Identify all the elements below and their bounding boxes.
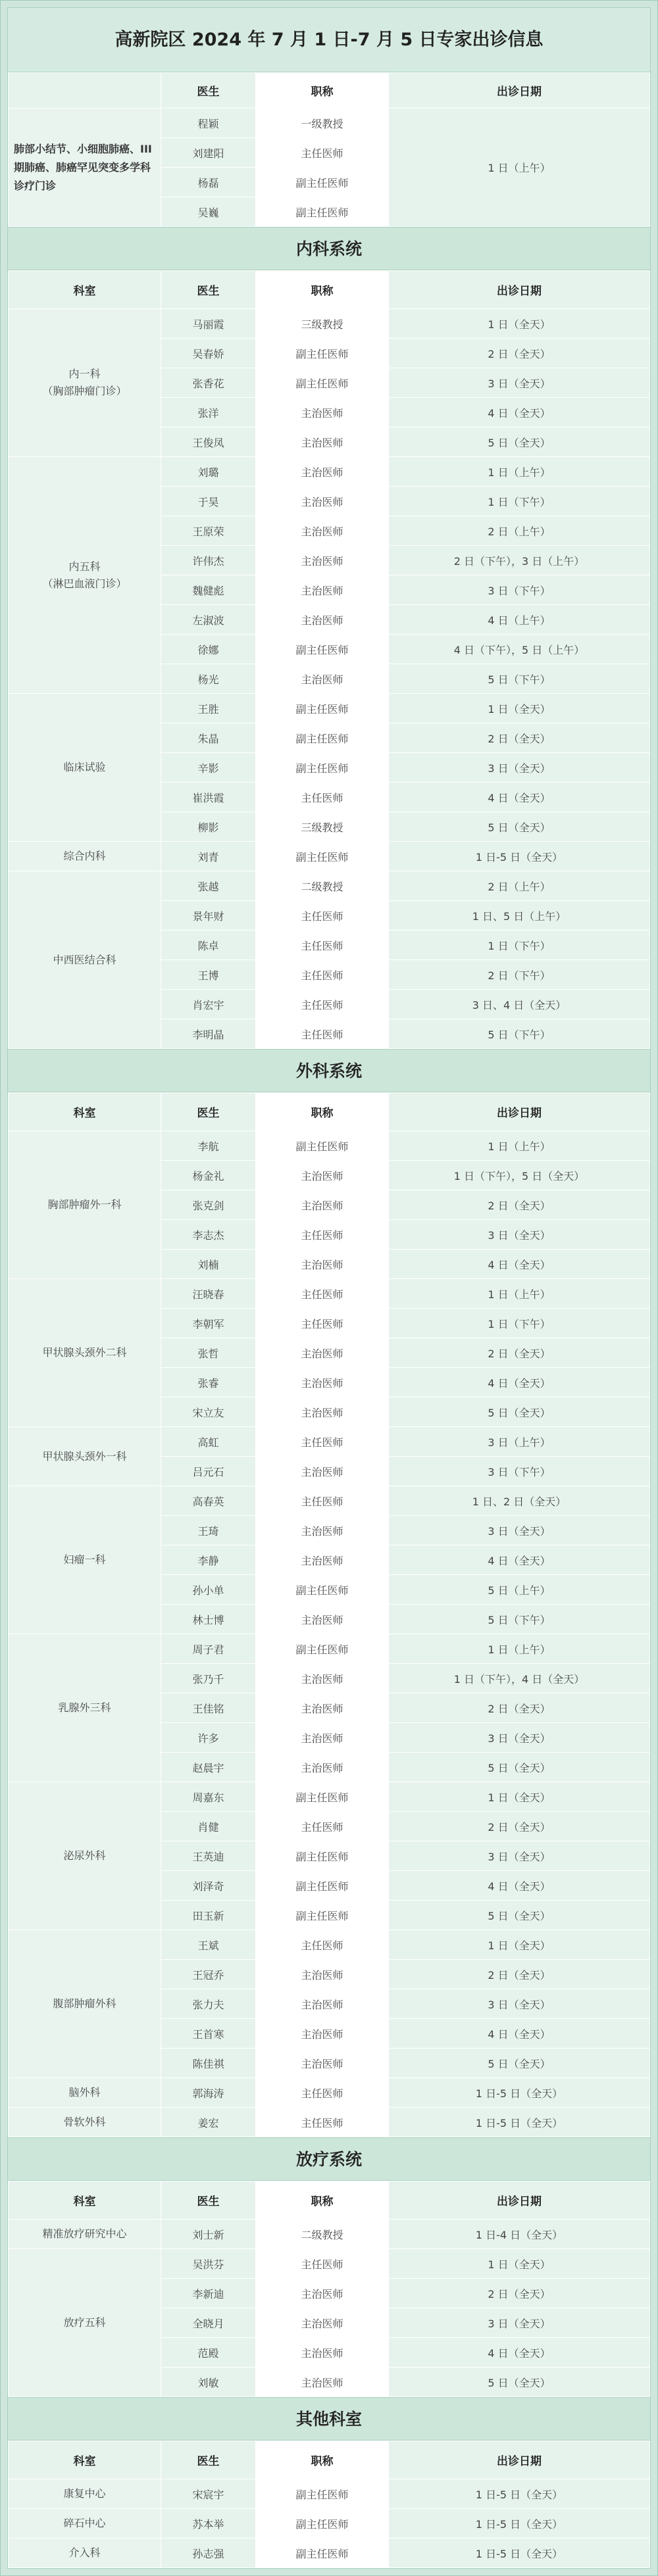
table-row <box>9 1131 650 1161</box>
title-cell: 副主任医师 <box>256 1575 389 1605</box>
title-cell: 副主任医师 <box>256 753 389 783</box>
title-cell: 主治医师 <box>256 1161 389 1190</box>
title-cell: 主治医师 <box>256 1250 389 1279</box>
doctor-cell: 宋宸宇 <box>161 2479 256 2509</box>
date-cell: 1 日、5 日（上午） <box>389 901 650 931</box>
header-doctor: 医生 <box>161 2181 256 2220</box>
table-row <box>9 2479 650 2509</box>
doctor-cell: 姜宏 <box>161 2108 256 2137</box>
section-table <box>8 270 650 1049</box>
date-cell: 2 日（全天） <box>389 1338 650 1368</box>
dept-cell: 甲状腺头颈外二科 <box>9 1279 161 1427</box>
table-row <box>9 2249 650 2279</box>
doctor-cell: 王博 <box>161 960 256 990</box>
date-cell: 2 日（下午），3 日（上午） <box>389 546 650 575</box>
date-cell: 3 日（全天） <box>389 1989 650 2019</box>
header-date: 出诊日期 <box>389 73 650 109</box>
section-title: 放疗系统 <box>8 2137 650 2181</box>
doctor-cell: 李朝军 <box>161 1309 256 1338</box>
header-doctor: 医生 <box>161 73 256 109</box>
section-table <box>8 2441 650 2568</box>
title-cell: 副主任医师 <box>256 339 389 368</box>
table-row <box>9 2539 650 2568</box>
date-cell: 1 日（上午） <box>389 1279 650 1309</box>
doctor-cell: 辛影 <box>161 753 256 783</box>
title-cell: 副主任医师 <box>256 1782 389 1812</box>
doctor-cell: 王原荣 <box>161 516 256 546</box>
doctor-cell: 高虹 <box>161 1427 256 1457</box>
table-row <box>9 2078 650 2108</box>
header-dept: 科室 <box>9 2181 161 2220</box>
title-cell: 主任医师 <box>256 1309 389 1338</box>
doctor-cell: 宋立友 <box>161 1397 256 1427</box>
title-cell: 一级教授 <box>256 109 389 138</box>
title-cell: 主任医师 <box>256 783 389 812</box>
date-cell: 2 日（上午） <box>389 516 650 546</box>
table-row <box>9 1486 650 1516</box>
doctor-cell: 孙小单 <box>161 1575 256 1605</box>
sections-container <box>8 227 650 2568</box>
date-cell: 2 日（上午） <box>389 871 650 901</box>
date-cell: 5 日（全天） <box>389 1901 650 1930</box>
date-cell: 1 日（全天） <box>389 309 650 339</box>
title-cell: 主治医师 <box>256 1989 389 2019</box>
date-cell: 4 日（全天） <box>389 1250 650 1279</box>
title-cell: 主任医师 <box>256 990 389 1019</box>
doctor-cell: 汪晓春 <box>161 1279 256 1309</box>
doctor-cell: 刘泽奇 <box>161 1871 256 1901</box>
table-row <box>9 109 650 138</box>
title-cell: 主治医师 <box>256 546 389 575</box>
table-row <box>9 1427 650 1457</box>
date-cell: 2 日（全天） <box>389 1693 650 1723</box>
dept-cell: 介入科 <box>9 2539 161 2568</box>
doctor-cell: 周嘉东 <box>161 1782 256 1812</box>
date-cell: 3 日（上午） <box>389 1427 650 1457</box>
doctor-cell: 苏本举 <box>161 2509 256 2539</box>
doctor-cell: 刘敏 <box>161 2368 256 2397</box>
section-table <box>8 1092 650 2137</box>
title-cell: 主治医师 <box>256 1753 389 1782</box>
date-cell: 2 日（全天） <box>389 1812 650 1841</box>
title-cell: 主治医师 <box>256 457 389 487</box>
title-cell: 主治医师 <box>256 1368 389 1397</box>
table-header-row <box>9 271 650 309</box>
dept-cell: 妇瘤一科 <box>9 1486 161 1634</box>
doctor-cell: 周子君 <box>161 1634 256 1664</box>
doctor-cell: 王佳铭 <box>161 1693 256 1723</box>
title-cell: 主治医师 <box>256 1457 389 1486</box>
date-cell: 1 日（全天） <box>389 1930 650 1960</box>
title-cell: 主任医师 <box>256 1812 389 1841</box>
table-row <box>9 2108 650 2137</box>
section-title: 外科系统 <box>8 1049 650 1092</box>
doctor-cell: 刘璐 <box>161 457 256 487</box>
title-cell: 主任医师 <box>256 1427 389 1457</box>
doctor-cell: 杨磊 <box>161 168 256 197</box>
date-cell: 1 日（全天） <box>389 1782 650 1812</box>
doctor-cell: 魏健彪 <box>161 575 256 605</box>
doctor-cell: 吴春娇 <box>161 339 256 368</box>
title-cell: 三级教授 <box>256 309 389 339</box>
header-title: 职称 <box>256 2441 389 2479</box>
doctor-cell: 朱晶 <box>161 723 256 753</box>
date-cell: 3 日（全天） <box>389 1516 650 1545</box>
date-cell: 1 日-4 日（全天） <box>389 2220 650 2249</box>
doctor-cell: 王英迪 <box>161 1841 256 1871</box>
title-cell: 主治医师 <box>256 2308 389 2338</box>
title-cell: 主治医师 <box>256 1397 389 1427</box>
doctor-cell: 张哲 <box>161 1338 256 1368</box>
dept-cell: 腹部肿瘤外科 <box>9 1930 161 2078</box>
doctor-cell: 王冠乔 <box>161 1960 256 1989</box>
title-cell: 主治医师 <box>256 398 389 427</box>
date-cell: 2 日（全天） <box>389 2279 650 2308</box>
dept-cell: 放疗五科 <box>9 2249 161 2397</box>
page-title: 高新院区 2024 年 7 月 1 日-7 月 5 日专家出诊信息 <box>8 8 650 72</box>
table-row <box>9 2220 650 2249</box>
doctor-cell: 王首寒 <box>161 2019 256 2049</box>
doctor-cell: 张乃千 <box>161 1664 256 1693</box>
date-cell: 1 日-5 日（全天） <box>389 842 650 871</box>
title-cell: 副主任医师 <box>256 1871 389 1901</box>
table-row <box>9 309 650 339</box>
header-dept: 科室 <box>9 271 161 309</box>
dept-cell: 临床试验 <box>9 694 161 842</box>
date-cell: 5 日（上午） <box>389 1575 650 1605</box>
doctor-cell: 杨光 <box>161 664 256 694</box>
dept-cell: 甲状腺头颈外一科 <box>9 1427 161 1486</box>
doctor-cell: 张克剑 <box>161 1190 256 1220</box>
doctor-cell: 郭海涛 <box>161 2078 256 2108</box>
date-cell: 1 日（下午） <box>389 487 650 516</box>
doctor-cell: 李志杰 <box>161 1220 256 1250</box>
date-cell: 1 日（上午） <box>389 1634 650 1664</box>
title-cell: 二级教授 <box>256 2220 389 2249</box>
doctor-cell: 左淑波 <box>161 605 256 635</box>
date-cell: 1 日（下午），5 日（全天） <box>389 1161 650 1190</box>
title-cell: 主治医师 <box>256 664 389 694</box>
table-row <box>9 842 650 871</box>
title-cell: 副主任医师 <box>256 2509 389 2539</box>
doctor-cell: 杨金礼 <box>161 1161 256 1190</box>
table-header-row <box>9 1093 650 1131</box>
header-dept: 科室 <box>9 2441 161 2479</box>
date-cell: 4 日（全天） <box>389 2338 650 2368</box>
doctor-cell: 李静 <box>161 1545 256 1575</box>
date-cell: 2 日（全天） <box>389 723 650 753</box>
dept-cell: 康复中心 <box>9 2479 161 2509</box>
doctor-cell: 刘建阳 <box>161 138 256 168</box>
title-cell: 主治医师 <box>256 2279 389 2308</box>
title-cell: 三级教授 <box>256 812 389 842</box>
title-cell: 主任医师 <box>256 1019 389 1049</box>
table-header-row <box>9 2441 650 2479</box>
title-cell: 副主任医师 <box>256 2479 389 2509</box>
title-cell: 主治医师 <box>256 516 389 546</box>
table-header-row <box>9 73 650 109</box>
title-cell: 主治医师 <box>256 1516 389 1545</box>
title-cell: 副主任医师 <box>256 1901 389 1930</box>
doctor-cell: 赵晨宇 <box>161 1753 256 1782</box>
doctor-cell: 于昊 <box>161 487 256 516</box>
date-cell: 4 日（全天） <box>389 1871 650 1901</box>
date-cell: 3 日、4 日（全天） <box>389 990 650 1019</box>
dept-cell: 骨软外科 <box>9 2108 161 2137</box>
date-cell: 2 日（全天） <box>389 1190 650 1220</box>
doctor-cell: 全晓月 <box>161 2308 256 2338</box>
doctor-cell: 王俊凤 <box>161 427 256 457</box>
dept-cell: 碎石中心 <box>9 2509 161 2539</box>
date-cell: 3 日（下午） <box>389 1457 650 1486</box>
title-cell: 主治医师 <box>256 1723 389 1753</box>
dept-cell: 泌尿外科 <box>9 1782 161 1930</box>
doctor-cell: 徐娜 <box>161 635 256 664</box>
date-cell: 5 日（下午） <box>389 1605 650 1634</box>
doctor-cell: 陈卓 <box>161 931 256 960</box>
doctor-cell: 刘青 <box>161 842 256 871</box>
doctor-cell: 吴巍 <box>161 197 256 227</box>
doctor-cell: 程颖 <box>161 109 256 138</box>
header-date: 出诊日期 <box>389 271 650 309</box>
date-cell: 5 日（下午） <box>389 664 650 694</box>
doctor-cell: 吕元石 <box>161 1457 256 1486</box>
date-cell: 5 日（下午） <box>389 1019 650 1049</box>
date-cell: 1 日（上午） <box>389 109 650 227</box>
date-cell: 5 日（全天） <box>389 1753 650 1782</box>
doctor-cell: 陈佳祺 <box>161 2049 256 2078</box>
doctor-cell: 高春英 <box>161 1486 256 1516</box>
table-row <box>9 1782 650 1812</box>
doctor-cell: 刘士新 <box>161 2220 256 2249</box>
date-cell: 1 日-5 日（全天） <box>389 2539 650 2568</box>
section-table <box>8 2181 650 2397</box>
doctor-cell: 许多 <box>161 1723 256 1753</box>
header-title: 职称 <box>256 271 389 309</box>
date-cell: 4 日（全天） <box>389 398 650 427</box>
header-title: 职称 <box>256 73 389 109</box>
doctor-cell: 李航 <box>161 1131 256 1161</box>
doctor-cell: 张越 <box>161 871 256 901</box>
title-cell: 副主任医师 <box>256 368 389 398</box>
header-date: 出诊日期 <box>389 2181 650 2220</box>
header-date: 出诊日期 <box>389 1093 650 1131</box>
title-cell: 主治医师 <box>256 1338 389 1368</box>
title-cell: 二级教授 <box>256 871 389 901</box>
date-cell: 1 日（全天） <box>389 694 650 723</box>
doctor-cell: 肖健 <box>161 1812 256 1841</box>
dept-cell: 脑外科 <box>9 2078 161 2108</box>
doctor-cell: 林士博 <box>161 1605 256 1634</box>
title-cell: 副主任医师 <box>256 723 389 753</box>
title-cell: 主治医师 <box>256 487 389 516</box>
title-cell: 副主任医师 <box>256 635 389 664</box>
date-cell: 1 日-5 日（全天） <box>389 2108 650 2137</box>
dept-cell: 肺部小结节、小细胞肺癌、III期肺癌、肺癌罕见突变多学科诊疗门诊 <box>9 109 161 227</box>
doctor-cell: 景年财 <box>161 901 256 931</box>
date-cell: 2 日（全天） <box>389 1960 650 1989</box>
doctor-cell: 肖宏宇 <box>161 990 256 1019</box>
dept-cell: 内一科 （胸部肿瘤门诊） <box>9 309 161 457</box>
doctor-cell: 许伟杰 <box>161 546 256 575</box>
date-cell: 1 日、2 日（全天） <box>389 1486 650 1516</box>
title-cell: 主治医师 <box>256 2019 389 2049</box>
title-cell: 主任医师 <box>256 931 389 960</box>
doctor-cell: 柳影 <box>161 812 256 842</box>
title-cell: 主治医师 <box>256 2049 389 2078</box>
title-cell: 主治医师 <box>256 1960 389 1989</box>
date-cell: 1 日（上午） <box>389 457 650 487</box>
date-cell: 3 日（全天） <box>389 1220 650 1250</box>
header-doctor: 医生 <box>161 2441 256 2479</box>
doctor-cell: 范殿 <box>161 2338 256 2368</box>
doctor-cell: 田玉新 <box>161 1901 256 1930</box>
date-cell: 1 日（全天） <box>389 2249 650 2279</box>
title-cell: 主任医师 <box>256 1220 389 1250</box>
header-title: 职称 <box>256 1093 389 1131</box>
dept-cell: 胸部肿瘤外一科 <box>9 1131 161 1279</box>
date-cell: 3 日（全天） <box>389 1841 650 1871</box>
date-cell: 5 日（全天） <box>389 427 650 457</box>
doctor-cell: 张洋 <box>161 398 256 427</box>
date-cell: 4 日（下午），5 日（上午） <box>389 635 650 664</box>
doctor-cell: 马丽霞 <box>161 309 256 339</box>
date-cell: 3 日（全天） <box>389 2308 650 2338</box>
table-row <box>9 2509 650 2539</box>
date-cell: 1 日（上午） <box>389 1131 650 1161</box>
date-cell: 5 日（全天） <box>389 2049 650 2078</box>
date-cell: 4 日（全天） <box>389 783 650 812</box>
table-row <box>9 694 650 723</box>
dept-cell: 内五科 （淋巴血液门诊） <box>9 457 161 694</box>
title-cell: 主治医师 <box>256 1664 389 1693</box>
date-cell: 1 日（下午） <box>389 931 650 960</box>
title-cell: 主任医师 <box>256 901 389 931</box>
date-cell: 1 日（下午），4 日（全天） <box>389 1664 650 1693</box>
date-cell: 4 日（全天） <box>389 1545 650 1575</box>
dept-cell: 中西医结合科 <box>9 871 161 1049</box>
date-cell: 3 日（全天） <box>389 753 650 783</box>
title-cell: 副主任医师 <box>256 1131 389 1161</box>
title-cell: 主治医师 <box>256 1693 389 1723</box>
dept-cell: 综合内科 <box>9 842 161 871</box>
table-row <box>9 457 650 487</box>
doctor-cell: 王琦 <box>161 1516 256 1545</box>
date-cell: 1 日-5 日（全天） <box>389 2509 650 2539</box>
doctor-cell: 李新迪 <box>161 2279 256 2308</box>
date-cell: 5 日（全天） <box>389 812 650 842</box>
header-dept <box>9 73 161 109</box>
title-cell: 主任医师 <box>256 1486 389 1516</box>
table-header-row <box>9 2181 650 2220</box>
doctor-cell: 张力夫 <box>161 1989 256 2019</box>
title-cell: 主任医师 <box>256 2108 389 2137</box>
title-cell: 主治医师 <box>256 1605 389 1634</box>
date-cell: 2 日（全天） <box>389 339 650 368</box>
title-cell: 主任医师 <box>256 138 389 168</box>
title-cell: 副主任医师 <box>256 197 389 227</box>
date-cell: 1 日-5 日（全天） <box>389 2078 650 2108</box>
date-cell: 2 日（下午） <box>389 960 650 990</box>
title-cell: 副主任医师 <box>256 2539 389 2568</box>
title-cell: 主治医师 <box>256 2368 389 2397</box>
date-cell: 4 日（全天） <box>389 1368 650 1397</box>
date-cell: 3 日（下午） <box>389 575 650 605</box>
doctor-cell: 刘楠 <box>161 1250 256 1279</box>
first-block-table <box>8 72 650 227</box>
title-cell: 主治医师 <box>256 605 389 635</box>
date-cell: 1 日-5 日（全天） <box>389 2479 650 2509</box>
header-dept: 科室 <box>9 1093 161 1131</box>
title-cell: 副主任医师 <box>256 694 389 723</box>
date-cell: 5 日（全天） <box>389 2368 650 2397</box>
header-date: 出诊日期 <box>389 2441 650 2479</box>
title-cell: 副主任医师 <box>256 1841 389 1871</box>
date-cell: 4 日（上午） <box>389 605 650 635</box>
title-cell: 主任医师 <box>256 960 389 990</box>
header-doctor: 医生 <box>161 271 256 309</box>
section-title: 内科系统 <box>8 227 650 270</box>
table-row <box>9 1930 650 1960</box>
table-row <box>9 1279 650 1309</box>
dept-cell: 乳腺外三科 <box>9 1634 161 1782</box>
title-cell: 主任医师 <box>256 1930 389 1960</box>
title-cell: 主治医师 <box>256 427 389 457</box>
header-doctor: 医生 <box>161 1093 256 1131</box>
title-cell: 主任医师 <box>256 2249 389 2279</box>
date-cell: 3 日（全天） <box>389 1723 650 1753</box>
dept-cell: 精准放疗研究中心 <box>9 2220 161 2249</box>
doctor-cell: 吴洪芬 <box>161 2249 256 2279</box>
title-cell: 主任医师 <box>256 1279 389 1309</box>
table-row <box>9 1634 650 1664</box>
doctor-cell: 李明晶 <box>161 1019 256 1049</box>
date-cell: 1 日（下午） <box>389 1309 650 1338</box>
title-cell: 主治医师 <box>256 1545 389 1575</box>
date-cell: 4 日（全天） <box>389 2019 650 2049</box>
doctor-cell: 王胜 <box>161 694 256 723</box>
title-cell: 副主任医师 <box>256 1634 389 1664</box>
doctor-cell: 张睿 <box>161 1368 256 1397</box>
section-title: 其他科室 <box>8 2397 650 2441</box>
title-cell: 主任医师 <box>256 2078 389 2108</box>
doctor-cell: 孙志强 <box>161 2539 256 2568</box>
schedule-container <box>7 7 651 2569</box>
date-cell: 5 日（全天） <box>389 1397 650 1427</box>
title-cell: 副主任医师 <box>256 168 389 197</box>
title-cell: 主治医师 <box>256 575 389 605</box>
title-cell: 主治医师 <box>256 2338 389 2368</box>
table-row <box>9 871 650 901</box>
title-cell: 主治医师 <box>256 1190 389 1220</box>
date-cell: 3 日（全天） <box>389 368 650 398</box>
doctor-cell: 王斌 <box>161 1930 256 1960</box>
doctor-cell: 崔洪霞 <box>161 783 256 812</box>
header-title: 职称 <box>256 2181 389 2220</box>
doctor-cell: 张香花 <box>161 368 256 398</box>
title-cell: 副主任医师 <box>256 842 389 871</box>
